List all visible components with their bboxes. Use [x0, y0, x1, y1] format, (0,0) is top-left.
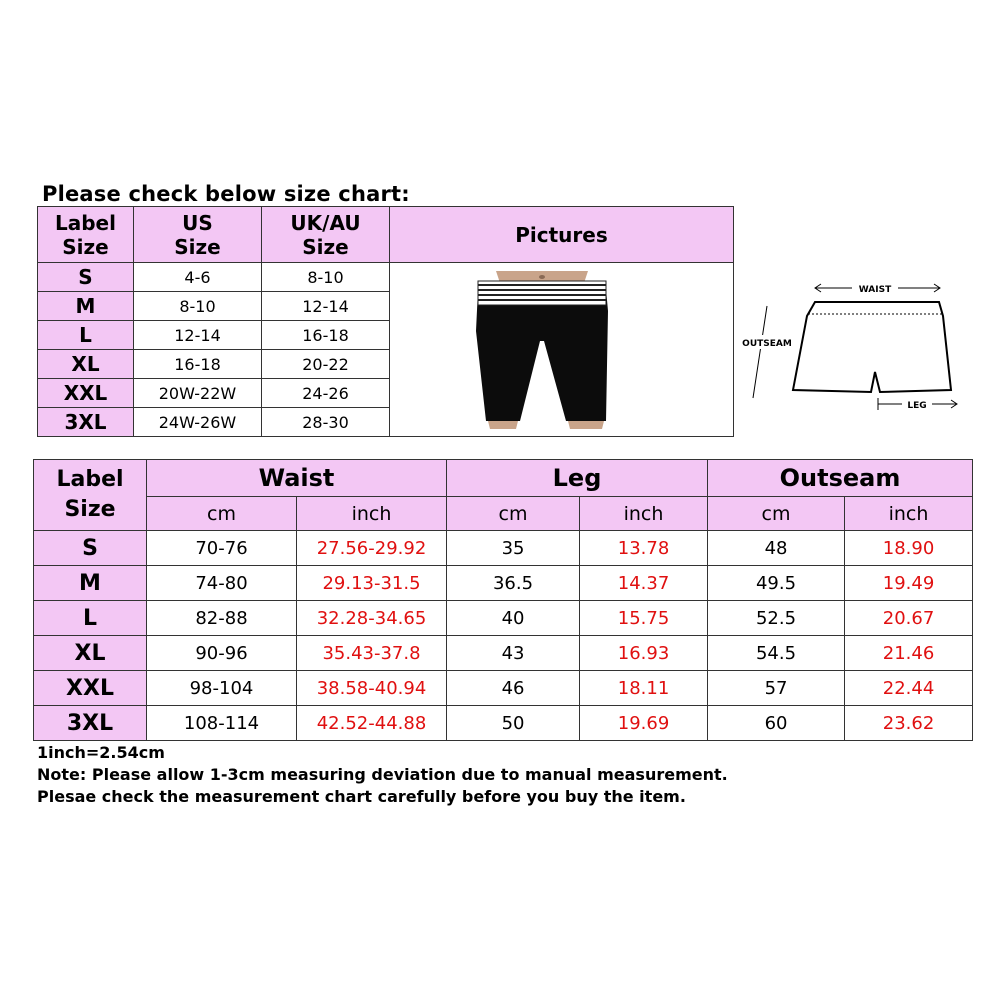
unit-header: cm	[447, 497, 580, 531]
size-label-cell: XXL	[34, 671, 147, 706]
leg-inch-cell: 13.78	[580, 531, 708, 566]
size-chart-heading: Please check below size chart:	[42, 182, 410, 206]
size-conversion-table	[37, 206, 734, 437]
size-label-cell: S	[38, 263, 134, 292]
outseam-inch-cell: 20.67	[845, 601, 973, 636]
waist-cm-cell: 108-114	[147, 706, 297, 741]
waist-cm-cell: 98-104	[147, 671, 297, 706]
uk-size-cell: 28-30	[262, 408, 390, 437]
leg-inch-cell: 16.93	[580, 636, 708, 671]
size-label-cell: XL	[38, 350, 134, 379]
shorts-photo	[456, 271, 626, 431]
label-size-header	[38, 207, 134, 263]
waist-cm-cell: 74-80	[147, 566, 297, 601]
outseam-inch-cell: 23.62	[845, 706, 973, 741]
leg-inch-cell: 14.37	[580, 566, 708, 601]
waist-cm-cell: 70-76	[147, 531, 297, 566]
unit-header: inch	[845, 497, 973, 531]
uk-size-cell: 24-26	[262, 379, 390, 408]
leg-inch-cell: 18.11	[580, 671, 708, 706]
us-size-cell: 20W-22W	[134, 379, 262, 408]
unit-header: cm	[147, 497, 297, 531]
leg-label: LEG	[907, 401, 927, 411]
us-size-header-text: US Size	[174, 210, 221, 259]
waist-cm-cell: 90-96	[147, 636, 297, 671]
outseam-cm-cell: 54.5	[708, 636, 845, 671]
uk-size-cell: 20-22	[262, 350, 390, 379]
waist-inch-cell: 29.13-31.5	[297, 566, 447, 601]
size-label-cell: M	[34, 566, 147, 601]
waist-inch-cell: 27.56-29.92	[297, 531, 447, 566]
table-row	[34, 671, 973, 706]
label-size-header-text: Label Size	[56, 467, 124, 522]
outseam-cm-cell: 52.5	[708, 601, 845, 636]
pictures-header: Pictures	[390, 207, 734, 263]
unit-header: inch	[580, 497, 708, 531]
shorts-measurement-diagram	[735, 280, 965, 415]
outseam-inch-cell: 21.46	[845, 636, 973, 671]
leg-inch-cell: 15.75	[580, 601, 708, 636]
outseam-cm-cell: 60	[708, 706, 845, 741]
outseam-cm-cell: 57	[708, 671, 845, 706]
check-note: Plesae check the measurement chart carefully before you buy the item.	[37, 787, 686, 806]
us-size-header	[134, 207, 262, 263]
size-label-cell: 3XL	[38, 408, 134, 437]
unit-header: inch	[297, 497, 447, 531]
size-label-cell: XXL	[38, 379, 134, 408]
measurement-table	[33, 459, 973, 741]
size-label-cell: S	[34, 531, 147, 566]
leg-cm-cell: 36.5	[447, 566, 580, 601]
uk-size-header	[262, 207, 390, 263]
leg-cm-cell: 46	[447, 671, 580, 706]
waist-cm-cell: 82-88	[147, 601, 297, 636]
table-row	[34, 706, 973, 741]
leg-cm-cell: 40	[447, 601, 580, 636]
us-size-cell: 4-6	[134, 263, 262, 292]
outseam-inch-cell: 18.90	[845, 531, 973, 566]
size-label-cell: XL	[34, 636, 147, 671]
outseam-cm-cell: 48	[708, 531, 845, 566]
us-size-cell: 16-18	[134, 350, 262, 379]
outseam-inch-cell: 22.44	[845, 671, 973, 706]
unit-header: cm	[708, 497, 845, 531]
notes	[37, 742, 728, 808]
us-size-cell: 24W-26W	[134, 408, 262, 437]
table-row	[38, 263, 734, 292]
size-label-cell: M	[38, 292, 134, 321]
conversion-note: 1inch=2.54cm	[37, 743, 165, 762]
uk-size-cell: 16-18	[262, 321, 390, 350]
outseam-label: OUTSEAM	[742, 339, 792, 349]
us-size-cell: 12-14	[134, 321, 262, 350]
deviation-note: Note: Please allow 1-3cm measuring deviation due to manual measurement.	[37, 765, 728, 784]
leg-cm-cell: 50	[447, 706, 580, 741]
uk-size-cell: 12-14	[262, 292, 390, 321]
size-label-cell: 3XL	[34, 706, 147, 741]
waist-header: Waist	[147, 460, 447, 497]
outseam-header: Outseam	[708, 460, 973, 497]
table-row	[34, 601, 973, 636]
label-size-header	[34, 460, 147, 531]
uk-size-header-text: UK/AU Size	[290, 210, 361, 259]
uk-size-cell: 8-10	[262, 263, 390, 292]
table-row	[34, 531, 973, 566]
leg-inch-cell: 19.69	[580, 706, 708, 741]
product-picture-cell	[390, 263, 734, 437]
waist-inch-cell: 32.28-34.65	[297, 601, 447, 636]
waist-label: WAIST	[858, 285, 892, 295]
leg-cm-cell: 43	[447, 636, 580, 671]
waist-inch-cell: 38.58-40.94	[297, 671, 447, 706]
outseam-inch-cell: 19.49	[845, 566, 973, 601]
table-row	[34, 636, 973, 671]
waist-inch-cell: 35.43-37.8	[297, 636, 447, 671]
us-size-cell: 8-10	[134, 292, 262, 321]
label-size-header-text: Label Size	[55, 210, 116, 259]
waist-inch-cell: 42.52-44.88	[297, 706, 447, 741]
size-label-cell: L	[34, 601, 147, 636]
leg-cm-cell: 35	[447, 531, 580, 566]
leg-header: Leg	[447, 460, 708, 497]
outseam-cm-cell: 49.5	[708, 566, 845, 601]
size-label-cell: L	[38, 321, 134, 350]
table-row	[34, 566, 973, 601]
